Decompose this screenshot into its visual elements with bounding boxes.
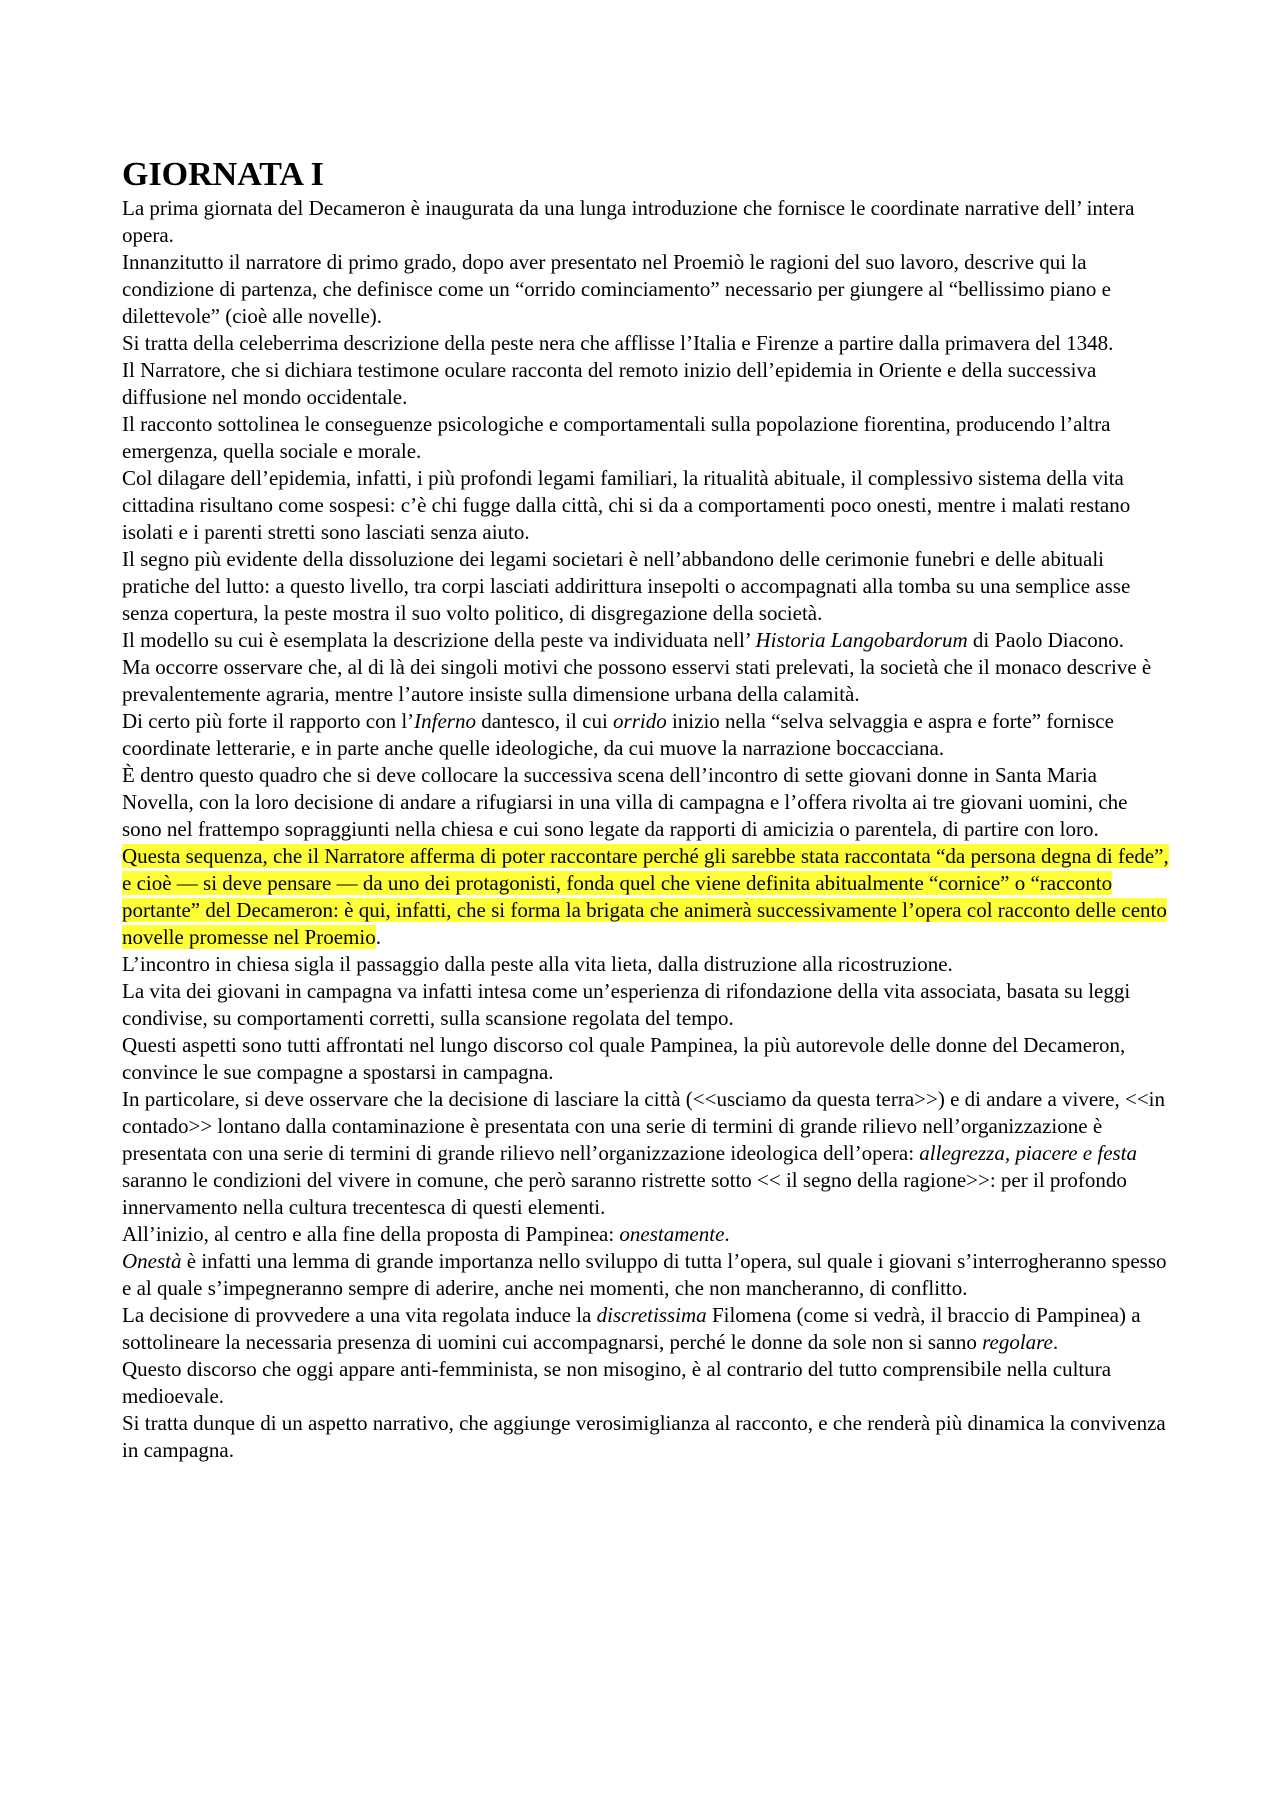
paragraph-4: Il Narratore, che si dichiara testimone oculare racconta del remoto inizio dell’epidemia in Oriente e della successiva diffusione nel mondo occidentale. xyxy=(122,358,1097,409)
paragraph-1: La prima giornata del Decameron è inaugurata da una lunga introduzione che fornisce le coordinate narrative dell’ intera opera. xyxy=(122,196,1135,247)
paragraph-15: Questi aspetti sono tutti affrontati nel lungo discorso col quale Pampinea, la più autorevole delle donne del Decameron, convince le sue compagne a spostarsi in campagna. xyxy=(122,1033,1126,1084)
paragraph-10-text-b: dantesco, il cui xyxy=(475,709,614,733)
paragraph-8-text-a: Il modello su cui è esemplata la descrizione della peste va individuata nell’ xyxy=(122,628,756,652)
paragraph-19-italic-regolare: regolare xyxy=(982,1330,1053,1354)
paragraph-8 xyxy=(122,627,1172,654)
paragraph-18-italic-onesta: Onestà xyxy=(122,1249,182,1273)
paragraph-16-text-a: In particolare, si deve osservare che la decisione di lasciare la città (<<usciamo da questa terra>>) e di andare a vivere, <<in contado>> lontano dalla contaminazione è presentata con una serie di termini di grande rilievo nell’organizzazione è presentata con una serie di termini di grande rilievo nell’organizzazione ideologica dell’opera: xyxy=(122,1087,1166,1165)
paragraph-10-text-a: Di certo più forte il rapporto con l’ xyxy=(122,709,415,733)
paragraph-10-italic-orrido: orrido xyxy=(613,709,667,733)
paragraph-19-text-c: . xyxy=(1052,1330,1059,1354)
paragraph-17-text-b: . xyxy=(724,1222,730,1246)
paragraph-8-italic-historia: Historia Langobardorum xyxy=(755,628,968,652)
paragraph-10-italic-inferno: Inferno xyxy=(414,709,476,733)
paragraph-19 xyxy=(122,1302,1172,1356)
paragraph-21: Si tratta dunque di un aspetto narrativo, che aggiunge verosimiglianza al racconto, e che renderà più dinamica la convivenza in campagna. xyxy=(122,1411,1166,1462)
paragraph-16 xyxy=(122,1086,1172,1221)
paragraph-19-italic-discretissima: discretissima xyxy=(596,1303,707,1327)
paragraph-16-text-b: saranno le condizioni del vivere in comune, che però saranno ristrette sotto << il segno della ragione>>: per il profondo innervamento nella cultura trecentesca di questi elementi. xyxy=(122,1168,1127,1219)
paragraph-17-italic-onestamente: onestamente xyxy=(619,1222,725,1246)
paragraph-5: Il racconto sottolinea le conseguenze psicologiche e comportamentali sulla popolazione fiorentina, producendo l’altra emergenza, quella sociale e morale. xyxy=(122,412,1111,463)
paragraph-10-text-c: inizio nella “selva selvaggia e aspra e forte” fornisce coordinate letterarie, e in parte anche quelle ideologiche, da cui muove la narrazione boccacciana. xyxy=(122,709,1114,760)
paragraph-18-text: è infatti una lemma di grande importanza nello sviluppo di tutta l’opera, sul quale i giovani s’interrogheranno spesso e al quale s’impegneranno sempre di aderire, anche nei momenti, che non mancheranno, di conflitto. xyxy=(122,1249,1167,1300)
paragraph-9: Ma occorre osservare che, al di là dei singoli motivi che possono esservi stati prelevati, la società che il monaco descrive è prevalentemente agraria, mentre l’autore insiste sulla dimensione urbana della calamità. xyxy=(122,655,1152,706)
paragraph-12-highlighted xyxy=(122,843,1172,951)
paragraph-19-text-b: Filomena (come si vedrà, il braccio di Pampinea) a sottolineare la necessaria presenza di uomini cui accompagnarsi, perché le donne da sole non si sanno xyxy=(122,1303,1141,1354)
paragraph-20: Questo discorso che oggi appare anti-femminista, se non misogino, è al contrario del tutto comprensibile nella cultura medioevale. xyxy=(122,1357,1112,1408)
paragraph-13: L’incontro in chiesa sigla il passaggio dalla peste alla vita lieta, dalla distruzione alla ricostruzione. xyxy=(122,952,953,976)
paragraph-19-text-a: La decisione di provvedere a una vita regolata induce la xyxy=(122,1303,597,1327)
paragraph-18 xyxy=(122,1248,1172,1302)
paragraph-2: Innanzitutto il narratore di primo grado, dopo aver presentato nel Proemiò le ragioni del suo lavoro, descrive qui la condizione di partenza, che definisce come un “orrido cominciamento” necessario per giungere al “bellissimo piano e dilettevole” (cioè alle novelle). xyxy=(122,250,1111,328)
paragraph-17-text-a: All’inizio, al centro e alla fine della proposta di Pampinea: xyxy=(122,1222,620,1246)
paragraph-11: È dentro questo quadro che si deve collocare la successiva scena dell’incontro di sette giovani donne in Santa Maria Novella, con la loro decisione di andare a rifugiarsi in una villa di campagna e l’offera rivolta ai tre giovani uomini, che sono nel frattempo sopraggiunti nella chiesa e cui sono legate da rapporti di amicizia o parentela, di partire con loro. xyxy=(122,763,1128,841)
page-title: GIORNATA I xyxy=(122,156,324,193)
paragraph-6: Col dilagare dell’epidemia, infatti, i più profondi legami familiari, la ritualità abituale, il complessivo sistema della vita cittadina risultano come sospesi: c’è chi fugge dalla città, chi si da a comportamenti poco onesti, mentre i malati restano isolati e i parenti stretti sono lasciati senza aiuto. xyxy=(122,466,1131,544)
paragraph-10 xyxy=(122,708,1172,762)
paragraph-16-italic-terms: allegrezza, piacere e festa xyxy=(919,1141,1138,1165)
paragraph-3: Si tratta della celeberrima descrizione della peste nera che afflisse l’Italia e Firenze a partire dalla primavera del 1348. xyxy=(122,331,1114,355)
paragraph-8-text-b: di Paolo Diacono. xyxy=(967,628,1124,652)
paragraph-17 xyxy=(122,1221,1172,1248)
highlighted-text: Questa sequenza, che il Narratore afferma di poter raccontare perché gli sarebbe stata raccontata “da persona degna di fede”, e cioè — si deve pensare — da uno dei protagonisti, fonda quel che viene definita abitualmente “cornice” o “racconto portante” del Decameron: è qui, infatti, che si forma la brigata che animerà successivamente l’opera col racconto delle cento novelle promesse nel Proemio xyxy=(122,844,1169,949)
document-page xyxy=(122,155,1172,1464)
paragraph-12-end: . xyxy=(375,925,381,949)
paragraph-14: La vita dei giovani in campagna va infatti intesa come un’esperienza di rifondazione della vita associata, basata su leggi condivise, su comportamenti corretti, sulla scansione regolata del tempo. xyxy=(122,979,1131,1030)
paragraph-7: Il segno più evidente della dissoluzione dei legami societari è nell’abbandono delle cerimonie funebri e delle abituali pratiche del lutto: a questo livello, tra corpi lasciati addirittura insepolti o accompagnati alla tomba su una semplice asse senza copertura, la peste mostra il suo volto politico, di disgregazione della società. xyxy=(122,547,1131,625)
